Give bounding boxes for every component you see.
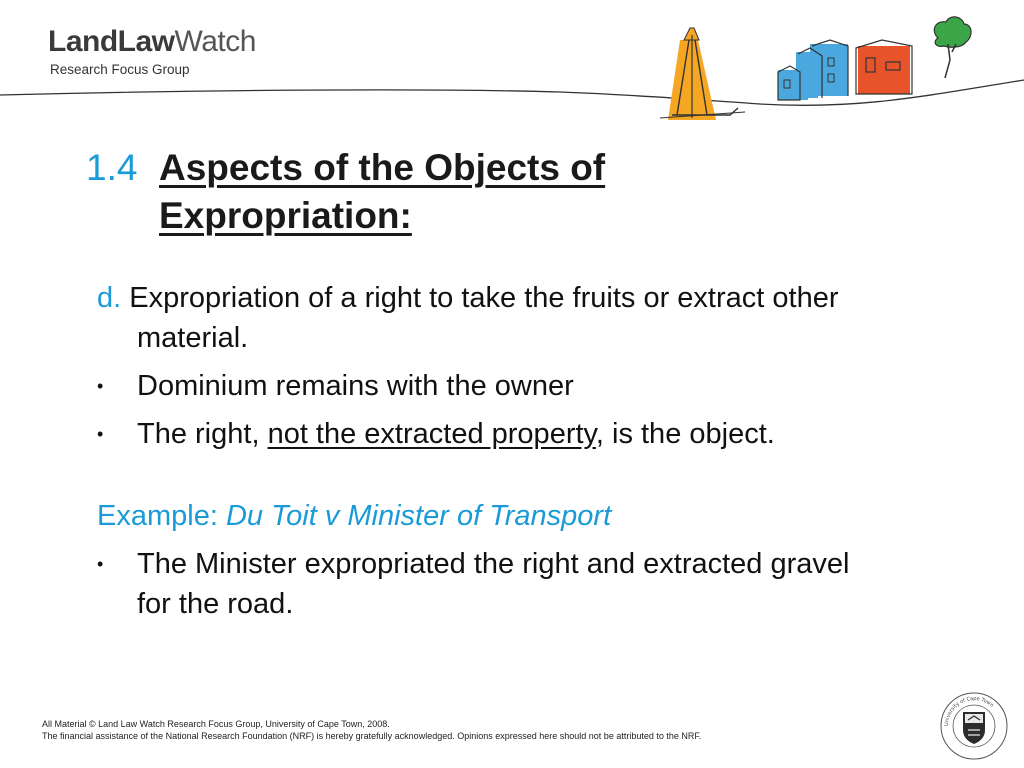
red-building-illustration xyxy=(856,40,912,94)
buildings-illustration xyxy=(778,40,848,100)
bullet-item xyxy=(97,414,877,454)
brand-logo-bold: LandLaw xyxy=(48,25,175,58)
university-seal-icon xyxy=(938,690,1010,762)
point-d-paragraph xyxy=(97,278,877,358)
footer-acknowledgement: The financial assistance of the National Research Foundation (NRF) is hereby gratefully acknowledged. Opinions expressed here should not be attributed to the NRF. xyxy=(42,730,702,741)
example-label: Example: xyxy=(97,500,226,532)
brand-logo-regular: Watch xyxy=(174,25,256,58)
bullet-text-post: , is the object. xyxy=(595,418,775,450)
brand-subtitle: Research Focus Group xyxy=(50,62,190,77)
bullet-text: Dominium remains with the owner xyxy=(137,370,574,402)
slide-title xyxy=(86,144,726,240)
brand-logo xyxy=(48,25,256,59)
footer xyxy=(42,719,902,742)
bullet-text: The Minister expropriated the right and extracted gravel for the road. xyxy=(137,548,850,620)
bullet-icon: • xyxy=(97,424,104,444)
title-text: Aspects of the Objects of Expropriation: xyxy=(159,147,606,236)
point-d-text: Expropriation of a right to take the fruits or extract other material. xyxy=(129,282,839,354)
point-letter: d. xyxy=(97,282,122,314)
bullet-icon: • xyxy=(97,376,104,396)
example-case-name: Du Toit v Minister of Transport xyxy=(225,500,612,532)
bullet-text-pre: The right, xyxy=(137,418,268,450)
footer-copyright: All Material © Land Law Watch Research Focus Group, University of Cape Town, 2008. xyxy=(42,719,390,729)
seal-text: University of Cape Town xyxy=(943,695,995,727)
bullet-text-underlined: not the extracted property xyxy=(267,418,596,450)
bullet-item xyxy=(97,544,877,624)
slide-body xyxy=(97,278,877,624)
bullet-icon: • xyxy=(97,554,104,574)
tower-illustration xyxy=(660,28,745,120)
tree-illustration xyxy=(934,17,971,78)
example-heading xyxy=(97,496,877,536)
section-number: 1.4 xyxy=(86,147,138,188)
bullet-item xyxy=(97,366,877,406)
